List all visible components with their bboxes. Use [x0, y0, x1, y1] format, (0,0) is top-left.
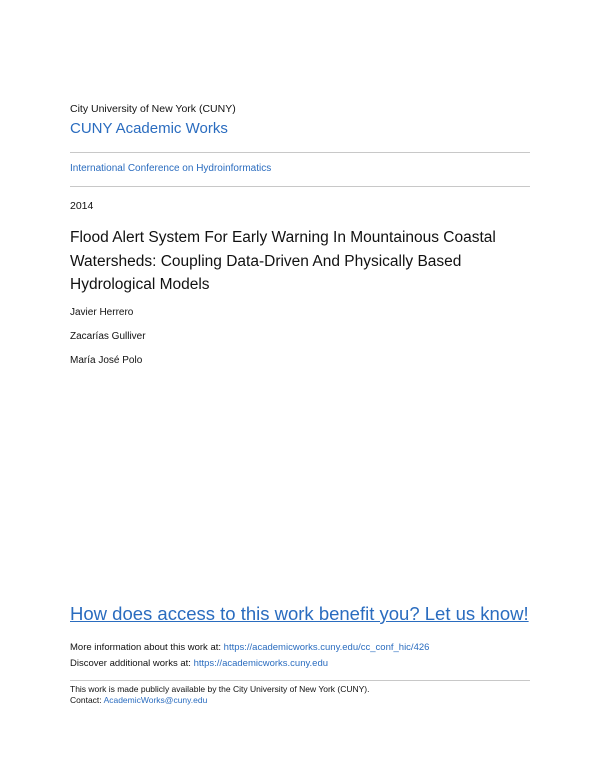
footer-contact	[70, 695, 207, 705]
more-info-line	[70, 642, 429, 653]
more-info-label: More information about this work at:	[70, 642, 222, 653]
author-1: Javier Herrero	[70, 307, 134, 318]
series-link[interactable]: International Conference on Hydroinformatics	[70, 163, 272, 174]
more-info-url[interactable]: https://academicworks.cuny.edu/cc_conf_hic/426	[223, 642, 430, 653]
divider-footer	[70, 680, 530, 681]
author-3: María José Polo	[70, 355, 143, 366]
contact-label: Contact:	[70, 695, 102, 705]
discover-line	[70, 658, 328, 669]
contact-email[interactable]: AcademicWorks@cuny.edu	[103, 695, 208, 705]
divider-series	[70, 186, 530, 187]
repository-link[interactable]: CUNY Academic Works	[70, 120, 228, 137]
divider-top	[70, 152, 530, 153]
feedback-link[interactable]: How does access to this work benefit you? Let us know!	[70, 603, 529, 624]
paper-title: Flood Alert System For Early Warning In Mountainous Coastal Watersheds: Coupling Data-Driven And Physically Based Hydrological Models	[70, 229, 496, 293]
footer-notice: This work is made publicly available by the City University of New York (CUNY).	[70, 684, 370, 694]
institution-name: City University of New York (CUNY)	[70, 103, 236, 115]
publication-year: 2014	[70, 200, 94, 212]
author-2: Zacarías Gulliver	[70, 331, 146, 342]
discover-url[interactable]: https://academicworks.cuny.edu	[193, 658, 329, 669]
discover-label: Discover additional works at:	[70, 658, 191, 669]
